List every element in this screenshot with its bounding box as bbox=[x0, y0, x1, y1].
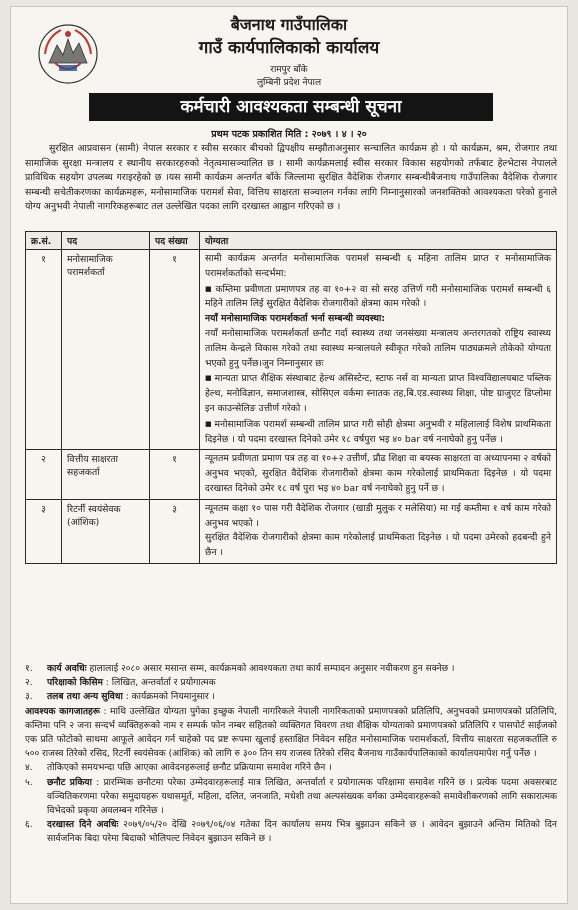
row-sn: १ bbox=[26, 250, 62, 450]
row-sn: ३ bbox=[26, 499, 62, 563]
item-label: कार्य अवधिः bbox=[47, 664, 87, 674]
documents-label: आवश्यक कागजातहरू bbox=[25, 706, 100, 717]
qualification-text: सामी कार्यक्रम अन्तर्गत मनोसामाजिक परामर्श सम्बन्धी ६ महिना तालिम प्राप्त र मनोसामाजिक परामर्शकर्ताको सन्दर्भमा: bbox=[205, 253, 551, 279]
item-number: ४. bbox=[25, 763, 33, 774]
item-label: तलब तथा अन्य सुविधा bbox=[47, 692, 123, 703]
qualification-bullet: ■ मान्यता प्राप्त शैक्षिक संस्थाबाट हेल्थ असिस्टेन्ट, स्टाफ नर्स वा मान्यता प्राप्त विश्वविद्यालयबाट पब्लिक हेल्थ, मनोविज्ञान, समाजशास्त्र, सोसिएल वर्कमा स्नातक तह,बि.एड.स्वास्थ्य शिक्षा, पोष्ट ग्राजुएट डिप्लोमा इन काउन्सेलिङ उत्तीर्ण गरेको । bbox=[205, 371, 551, 416]
item-label: छनौट प्रकिया bbox=[47, 777, 92, 788]
qualification-text: न्यूनतम कक्षा १० पास गरी वैदेशिक रोजगार (खाडी मुलुक र मलेसिया) मा गई कम्तीमा १ वर्ष काम गरेको अनुभव भएको । bbox=[205, 502, 551, 529]
qualification-bullet: ■ मनोसामाजिक परामर्श सम्बन्धी तालिम प्राप्त गरी सोही क्षेत्रमा अनुभवी र महिलालाई विशेष प्राथमिकता दिइनेछ । यो पदमा दरखास्त दिनेको उमेर १८ वर्षपुरा भइ ४० bar वर्ष ननाघेको हुनु पर्नेछ । bbox=[205, 417, 551, 448]
item-text: : कार्यक्रमको नियमानुसार । bbox=[122, 692, 215, 703]
qualification-text: न्यूनतम प्रवीणता प्रमाण पत्र तह वा १०+२ उत्तीर्ण, प्रौढ शिक्षा वा बयस्क साक्षरता वा अध्यापनमा २ वर्षको अनुभव भएको, सुरक्षित वैदेशिक रोजगारीको क्षेत्रमा काम गरेकोलाई प्राथमिकता दिइनेछ । यो पदमा दरखास्त दिनेको उमेर १८ वर्ष पुरा भइ ४० bar वर्ष ननाघेको हुनु पर्ने छ । bbox=[205, 453, 551, 494]
notes-section bbox=[25, 662, 557, 847]
header-sn: क्र.सं. bbox=[26, 232, 62, 250]
qualification-text: नयाँ मनोसामाजिक परामर्शकर्ता छनौट गर्दा स्वास्थ्य तथा जनसंख्या मन्त्रालय अन्तरगतको राष्ट्रिय स्वास्थ्य तालिम केन्द्रले विकास गरेको तथा स्वास्थ्य मन्त्रालयले स्वीकृत गरेको तालिम पाठ्यक्रमले तोकेको योग्यता भएको हुनु पर्नेछ।जुन निम्नानुसार छः bbox=[205, 327, 551, 369]
table-row bbox=[26, 250, 557, 450]
item-text: हालालाई २०८० असार मसान्त सम्म, कार्यक्रमको आवश्यकता तथा कार्य सम्पादन अनुसार नवीकरण हुन सक्नेछ । bbox=[86, 664, 455, 674]
row-count: १ bbox=[150, 450, 200, 499]
table-row bbox=[26, 450, 557, 499]
row-sn: २ bbox=[26, 450, 62, 499]
qualification-text: सुरक्षित वैदेशिक रोजगारीको क्षेत्रमा काम गरेकोलाई प्राथमिकता दिइनेछ । यो पदमा उमेरको हदबन्दी हुने छैन । bbox=[205, 532, 551, 559]
header-post: पद bbox=[62, 232, 150, 250]
row-count: १ bbox=[150, 250, 200, 450]
required-documents bbox=[25, 705, 557, 762]
list-item bbox=[25, 690, 557, 704]
vacancy-table bbox=[25, 231, 557, 564]
item-number: ६. bbox=[25, 820, 33, 831]
qualification-subheading: नयाँ मनोसामाजिक परामर्शकर्ता भर्ना सम्बन्धी व्यवस्था: bbox=[205, 313, 386, 325]
row-qualification bbox=[200, 450, 557, 499]
office-address: रामपुर बाँके bbox=[270, 65, 308, 75]
notice-page bbox=[10, 6, 568, 904]
list-item bbox=[25, 776, 557, 819]
item-number: २. bbox=[25, 678, 33, 689]
row-count: ३ bbox=[150, 499, 200, 563]
item-number: ३. bbox=[25, 692, 33, 703]
intro-paragraph bbox=[25, 142, 557, 215]
header-qualification: योग्यता bbox=[200, 232, 557, 250]
header-count: पद संख्या bbox=[150, 232, 200, 250]
row-post: वित्तीय साक्षरता सहजकर्ता bbox=[62, 450, 150, 499]
row-qualification bbox=[200, 250, 557, 450]
item-number: ५. bbox=[25, 777, 33, 788]
documents-text: : माथि उल्लेखित योग्यता पुगेका इच्छुक नेपाली नागरिकले नेपाली नागरिकताको प्रमाणपत्रको प्रतिलिपि, अनुभवको प्रमाणपत्रको प्रतिलिपि, कम्तिमा पनि २ जना सन्दर्भ व्यक्तिहरूको नाम र सम्पर्क फोन नम्बर सहितको व्यक्तिगत विवरण तथा शैक्षिक योग्यताको प्रमाणपत्रको प्रतिलिपि र पासपोर्ट साईजको एक प्रति फोटोको साथमा आफूले आवेदन गर्न चाहेको पद प्रष्ट रूपमा खुलाई हस्ताक्षित निवेदन सहित मनोसामाजिक परामर्शकर्ता, वित्तीय साक्षरता सहजकर्तालि रु ५०० राजस्व तिरेको रसिद, रिटर्नी स्वयंसेवक (आंशिक) को लागि रु ३०० तिन सय राजस्व तिरेको रसिद बैजनाथ गाउँकार्यपालिकाको कार्यालयमापेश गर्नु पर्नेछ । bbox=[25, 706, 557, 760]
municipality-name: बैजनाथ गाउँपालिका bbox=[230, 15, 348, 34]
intro-text: सुरक्षित आप्रवासन (सामी) नेपाल सरकार र स्वीस सरकार बीचको द्विपक्षीय सम्झौताअनुसार सन्चालित कार्यक्रम हो । यो कार्यक्रम, श्रम, रोजगार तथा सामाजिक सुरक्षा मन्त्रालय र स्थानीय सरकारहरुको नेतृत्वमासञ्चालित छ । सामी कार्यक्रमलाई स्वीस सरकार विकास सहयोगको तर्फबाट हेल्भेटास नेपालले प्राविधिक सहयोग उपलब्ध गराइरहेको छ ।यस सामी कार्यक्रम अन्तर्गत बाँके जिल्लामा सुरक्षित वैदेशिक रोजगार सम्बन्धीबैजनाथ गाउँपालिका वैदेशिक रोजगार सम्बन्धी सचेतीकरणका कार्यक्रमहरू, मनोसामाजिक परामर्श सेवा, वित्तिय साक्षरता सञ्चालन गर्नका लागि निम्नानुसारको जनशक्तिको आवश्यकता परेको हुनाले योग्य अनुभवी नेपाली नागरिकहरूबाट तल उल्लेखित पदका लागि दरखास्त आह्वान गरिएको छ । bbox=[25, 143, 557, 213]
item-number: १. bbox=[25, 664, 33, 674]
table-row bbox=[26, 499, 557, 563]
row-post: रिटर्नी स्वयंसेवक (आंशिक) bbox=[62, 499, 150, 563]
province-name: लुम्बिनी प्रदेश नेपाल bbox=[256, 78, 322, 88]
qualification-bullet: ■ कम्तिमा प्रवीणता प्रमाणपत्र तह वा १०+२ वा सो सरह उत्तिर्ण गरी मनोसामाजिक परामर्श सम्बन्धी ६ महिने तालिम लिई सुरक्षित वैदेशिक रोजगारीको क्षेत्रमा काम गरेको । bbox=[205, 282, 551, 313]
list-item bbox=[25, 818, 557, 846]
row-qualification bbox=[200, 499, 557, 563]
item-text: : लिखित, अन्तर्वार्ता र प्रयोगात्मक bbox=[102, 678, 216, 689]
item-text: : प्रारम्भिक छनौटमा परेका उम्मेदवारहरूलाई मात्र लिखित, अन्तर्वार्ता र प्रयोगात्मक परिक्षामा समावेश गरिने छ । प्रत्येक पदमा अवसरबाट वञ्चितिकरणमा परेका समुदायहरू यथासमूर्त, महिला, दलित, जनजाति, मधेशी तथा अल्पसंख्यक वर्गका उम्मेदवारहरूको समावेशीकरणको लागि सकारात्मक विभेदको प्रकृया अवलम्बन गरिनेछ । bbox=[47, 777, 558, 817]
table-header-row bbox=[26, 232, 557, 250]
publish-date: प्रथम पटक प्रकाशित मिति : २०७९ । ४ । २० bbox=[211, 129, 367, 140]
list-item bbox=[25, 761, 557, 775]
notice-title: कर्मचारी आवश्यकता सम्बन्धी सूचना bbox=[89, 93, 493, 121]
list-item bbox=[25, 662, 557, 676]
item-text: तोकिएको समयभन्दा पछि आएका आवेदनहरूलाई छनौट प्रक्रियामा समावेश गरिने छैन । bbox=[47, 763, 332, 774]
item-label: परिक्षाको किसिम bbox=[47, 678, 103, 689]
office-name: गाउँ कार्यपालिकाको कार्यालय bbox=[198, 38, 380, 58]
item-label: दरखास्त दिने अवधिः bbox=[47, 820, 119, 831]
list-item bbox=[25, 676, 557, 690]
item-text: २०७९/०५/२० देखि २०७९/०६/०४ गतेका दिन कार्यालय समय भित्र बुझाउन सकिने छ । आवेदन बुझाउने अन्तिम मितिको दिन सार्वजनिक बिदा परेमा बिदाको भोलिपल्ट निवेदन बुझाउन सकिने छ । bbox=[47, 820, 557, 845]
row-post: मनोसामाजिक परामर्शकर्ता bbox=[62, 250, 150, 450]
